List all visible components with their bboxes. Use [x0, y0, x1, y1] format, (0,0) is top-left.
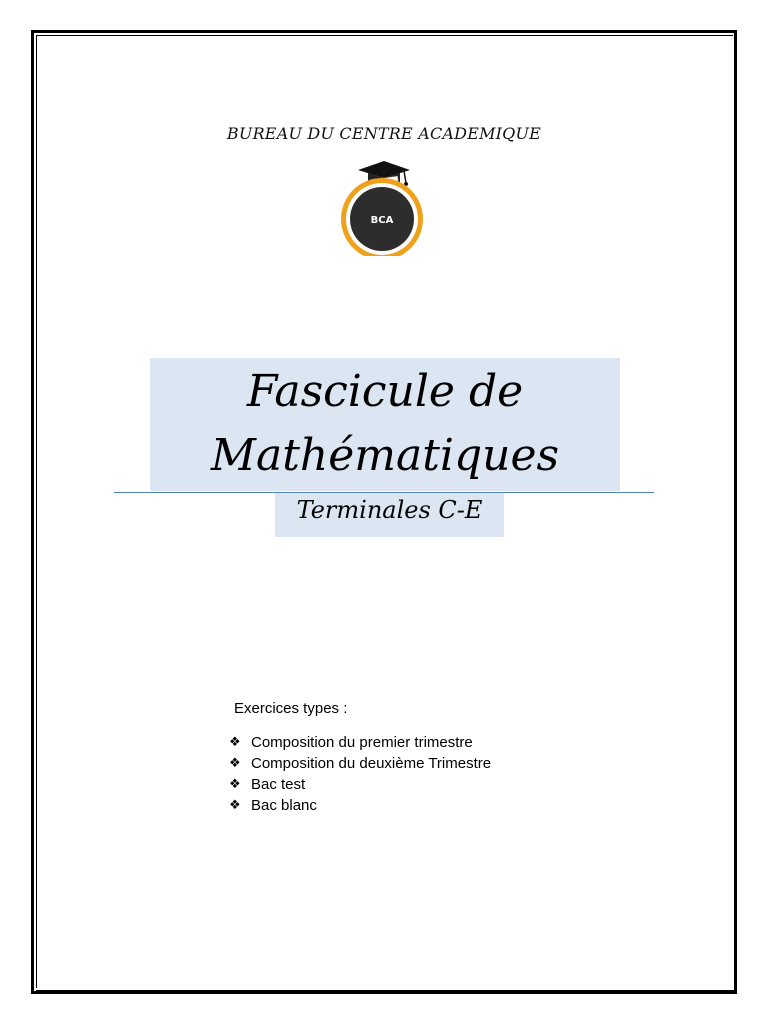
document-title-line-2: Mathématiques — [210, 430, 560, 481]
bottom-rule — [36, 990, 734, 991]
list-item — [229, 774, 491, 795]
graduation-cap-icon — [332, 156, 432, 256]
bca-logo — [332, 156, 432, 256]
document-subtitle: Terminales C-E — [296, 496, 483, 524]
list-item-label: Bac blanc — [251, 797, 317, 814]
subtitle-highlight — [275, 493, 504, 537]
exercises-heading: Exercices types : — [234, 700, 348, 717]
diamond-bullet-icon: ❖ — [229, 798, 241, 813]
institution-name: BUREAU DU CENTRE ACADEMIQUE — [226, 124, 542, 143]
list-item-label: Composition du premier trimestre — [251, 734, 473, 751]
list-item — [229, 732, 491, 753]
diamond-bullet-icon: ❖ — [229, 777, 241, 792]
logo-text: BCA — [370, 215, 394, 226]
list-item-label: Bac test — [251, 776, 306, 793]
document-title-line-1: Fascicule de — [246, 366, 524, 417]
list-item-label: Composition du deuxième Trimestre — [251, 755, 492, 772]
diamond-bullet-icon: ❖ — [229, 735, 241, 750]
exercise-list — [229, 732, 491, 816]
list-item — [229, 795, 491, 816]
title-highlight — [150, 358, 620, 491]
diamond-bullet-icon: ❖ — [229, 756, 241, 771]
list-item — [229, 753, 491, 774]
